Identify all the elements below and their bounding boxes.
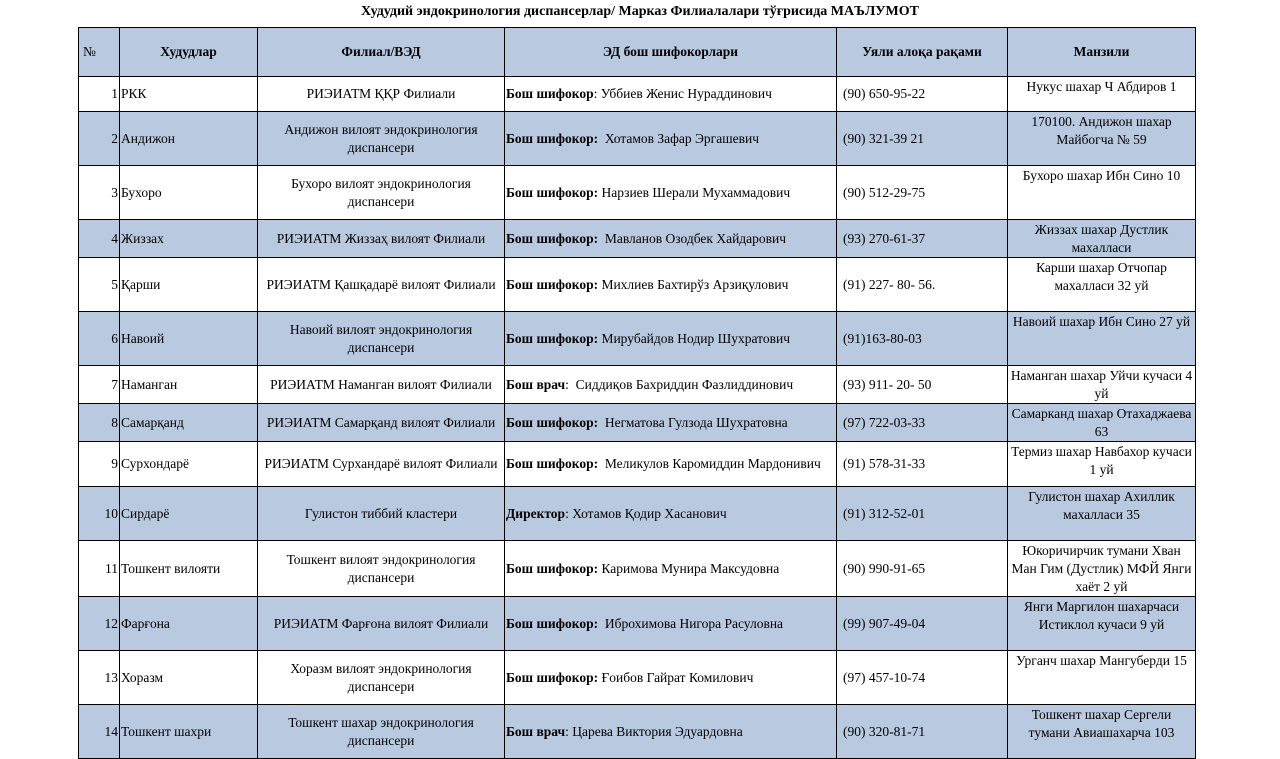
address-cell: Юкоричирчик тумани Хван Ман Гим (Дустлик) МФЙ Янги хаёт 2 уй [1008, 541, 1196, 597]
doctor-cell [505, 487, 837, 541]
doctor-cell [505, 312, 837, 366]
branch-cell: РИЭИАТМ Сурхандарё вилоят Филиали [258, 442, 505, 487]
branch-cell: Бухоро вилоят эндокринология диспансери [258, 166, 505, 220]
phone-cell: (90) 650-95-22 [837, 77, 1008, 112]
phone-cell: (91)163-80-03 [837, 312, 1008, 366]
address-cell: Урганч шахар Мангуберди 15 [1008, 651, 1196, 705]
phone-cell: (93) 911- 20- 50 [837, 366, 1008, 404]
branch-cell: РИЭИАТМ Самарқанд вилоят Филиали [258, 404, 505, 442]
table-row [79, 112, 1196, 166]
phone-cell: (91) 578-31-33 [837, 442, 1008, 487]
doctor-cell [505, 541, 837, 597]
region-cell: Навоий [120, 312, 258, 366]
phone-cell: (90) 320-81-71 [837, 705, 1008, 759]
doctor-cell [505, 220, 837, 258]
address-cell: Наманган шахар Уйчи кучаси 4 уй [1008, 366, 1196, 404]
role-label: Бош шифокор: [506, 560, 599, 576]
region-cell: Сирдарё [120, 487, 258, 541]
role-label: Бош шифокор: [506, 184, 599, 200]
table-row [79, 597, 1196, 651]
doctor-name: Мавланов Озодбек Хайдарович [604, 230, 787, 246]
header-row [79, 28, 1196, 77]
doctor-name: Меликулов Каромиддин Мардонивич [604, 456, 821, 471]
region-cell: Андижон [120, 112, 258, 166]
row-number: 1 [79, 77, 120, 112]
phone-cell: (99) 907-49-04 [837, 597, 1008, 651]
row-number: 3 [79, 166, 120, 220]
role-separator: : [565, 723, 573, 739]
role-separator [598, 231, 605, 246]
doctor-name: Каримова Мунира Максудовна [601, 560, 780, 576]
doctor-cell [505, 258, 837, 312]
phone-cell: (97) 722-03-33 [837, 404, 1008, 442]
row-number: 4 [79, 220, 120, 258]
role-label: Бош врач [506, 723, 566, 739]
branch-cell: Гулистон тиббий кластери [258, 487, 505, 541]
table-row [79, 487, 1196, 541]
role-separator: : [565, 505, 573, 521]
row-number: 5 [79, 258, 120, 312]
branch-cell: Тошкент вилоят эндокринология диспансери [258, 541, 505, 597]
row-number: 14 [79, 705, 120, 759]
doctor-name: Нарзиев Шерали Мухаммадович [601, 184, 791, 200]
doctor-cell [505, 366, 837, 404]
address-cell: Тошкент шахар Сергели тумани Авиашахарча 103 [1008, 705, 1196, 759]
role-label: Бош шифокор: [506, 615, 599, 631]
doctor-cell [505, 112, 837, 166]
phone-cell: (90) 321-39 21 [837, 112, 1008, 166]
row-number: 13 [79, 651, 120, 705]
doctor-name: Иброхимова Нигора Расуловна [604, 615, 784, 631]
branch-cell: РИЭИАТМ ҚҚР Филиали [258, 77, 505, 112]
role-separator [598, 415, 605, 430]
row-number: 11 [79, 541, 120, 597]
row-number: 6 [79, 312, 120, 366]
row-number: 7 [79, 366, 120, 404]
document-title: Худудий эндокринология диспансерлар/ Марказ Филиалалари тўғрисида МАЪЛУМОТ [361, 4, 919, 19]
header-address: Манзили [1008, 28, 1196, 77]
doctor-cell [505, 705, 837, 759]
role-label: Бош шифокор: [506, 230, 599, 246]
branch-cell: Тошкент шахар эндокринология диспансери [258, 705, 505, 759]
doctor-name: Негматова Гулзода Шухратовна [604, 414, 788, 430]
role-label: Бош шифокор: [506, 669, 599, 685]
address-cell: Гулистон шахар Ахиллик махалласи 35 [1008, 487, 1196, 541]
header-doctor: ЭД бош шифокорлари [505, 28, 837, 77]
phone-cell: (90) 512-29-75 [837, 166, 1008, 220]
address-cell: Самарканд шахар Отахаджаева 63 [1008, 404, 1196, 442]
table-row [79, 404, 1196, 442]
branch-cell: Андижон вилоят эндокринология диспансери [258, 112, 505, 166]
header-num: № [79, 28, 120, 77]
header-branch: Филиал/ВЭД [258, 28, 505, 77]
role-label: Бош шифокор: [506, 456, 599, 471]
doctor-cell [505, 442, 837, 487]
role-separator [598, 616, 605, 631]
table-row [79, 166, 1196, 220]
region-cell: Бухоро [120, 166, 258, 220]
role-label: Бош врач [506, 376, 566, 392]
doctor-name: Мирубайдов Нодир Шухратович [601, 330, 790, 346]
table-row [79, 651, 1196, 705]
doctor-name: Ғоибов Гайрат Комилович [601, 669, 754, 685]
role-label: Директор [506, 505, 566, 521]
role-label: Бош шифокор: [506, 330, 599, 346]
address-cell: Бухоро шахар Ибн Сино 10 [1008, 166, 1196, 220]
branch-cell: РИЭИАТМ Фарғона вилоят Филиали [258, 597, 505, 651]
region-cell: Самарқанд [120, 404, 258, 442]
region-cell: Тошкент шахри [120, 705, 258, 759]
branch-cell: Навоий вилоят эндокринология диспансери [258, 312, 505, 366]
row-number: 10 [79, 487, 120, 541]
address-cell: Термиз шахар Навбахор кучаси 1 уй [1008, 442, 1196, 487]
table-row [79, 366, 1196, 404]
address-cell: Карши шахар Отчопар махалласи 32 уй [1008, 258, 1196, 312]
doctor-cell [505, 597, 837, 651]
branches-table [78, 27, 1196, 759]
role-separator: : [565, 376, 576, 392]
role-separator [598, 131, 605, 146]
table-row [79, 258, 1196, 312]
doctor-name: Царева Виктория Эдуардовна [572, 723, 743, 739]
doctor-cell [505, 77, 837, 112]
row-number: 2 [79, 112, 120, 166]
doctor-name: Михлиев Бахтирўз Арзиқулович [601, 276, 789, 292]
header-phone: Уяли алоқа рақами [837, 28, 1008, 77]
phone-cell: (91) 312-52-01 [837, 487, 1008, 541]
address-cell: Нукус шахар Ч Абдиров 1 [1008, 77, 1196, 112]
phone-cell: (93) 270-61-37 [837, 220, 1008, 258]
branch-cell: РИЭИАТМ Жиззаҳ вилоят Филиали [258, 220, 505, 258]
table-row [79, 312, 1196, 366]
branch-cell: РИЭИАТМ Қашқадарё вилоят Филиали [258, 258, 505, 312]
address-cell: Жиззах шахар Дустлик махалласи [1008, 220, 1196, 258]
region-cell: Сурхондарё [120, 442, 258, 487]
phone-cell: (90) 990-91-65 [837, 541, 1008, 597]
table-row [79, 220, 1196, 258]
role-label: Бош шифокор: [506, 276, 599, 292]
role-label: Бош шифокор: [506, 130, 599, 146]
region-cell: Хоразм [120, 651, 258, 705]
phone-cell: (97) 457-10-74 [837, 651, 1008, 705]
doctor-name: Хотамов Қодир Хасанович [572, 505, 727, 521]
row-number: 8 [79, 404, 120, 442]
doctor-name: Хотамов Зафар Эргашевич [604, 130, 759, 146]
role-label: Бош шифокор: [506, 414, 599, 430]
region-cell: Тошкент вилояти [120, 541, 258, 597]
region-cell: РКК [120, 77, 258, 112]
row-number: 9 [79, 442, 120, 487]
branch-cell: РИЭИАТМ Наманган вилоят Филиали [258, 366, 505, 404]
doctor-name: Сиддиқов Бахриддин Фазлиддинович [575, 376, 794, 392]
region-cell: Фарғона [120, 597, 258, 651]
phone-cell: (91) 227- 80- 56. [837, 258, 1008, 312]
row-number: 12 [79, 597, 120, 651]
doctor-cell [505, 404, 837, 442]
table-row [79, 541, 1196, 597]
region-cell: Жиззах [120, 220, 258, 258]
region-cell: Наманган [120, 366, 258, 404]
header-region: Худудлар [120, 28, 258, 77]
doctor-cell [505, 651, 837, 705]
role-label: Бош шифокор [506, 86, 594, 101]
doctor-cell [505, 166, 837, 220]
doctor-name: Уббиев Женис Нураддинович [600, 86, 772, 101]
address-cell: 170100. Андижон шахар Майбогча № 59 [1008, 112, 1196, 166]
role-separator [598, 456, 605, 471]
region-cell: Қарши [120, 258, 258, 312]
address-cell: Янги Маргилон шахарчаси Истиклол кучаси 9 уй [1008, 597, 1196, 651]
table-row [79, 705, 1196, 759]
address-cell: Навоий шахар Ибн Сино 27 уй [1008, 312, 1196, 366]
table-row [79, 77, 1196, 112]
branch-cell: Хоразм вилоят эндокринология диспансери [258, 651, 505, 705]
role-separator: : [593, 86, 601, 101]
table-row [79, 442, 1196, 487]
